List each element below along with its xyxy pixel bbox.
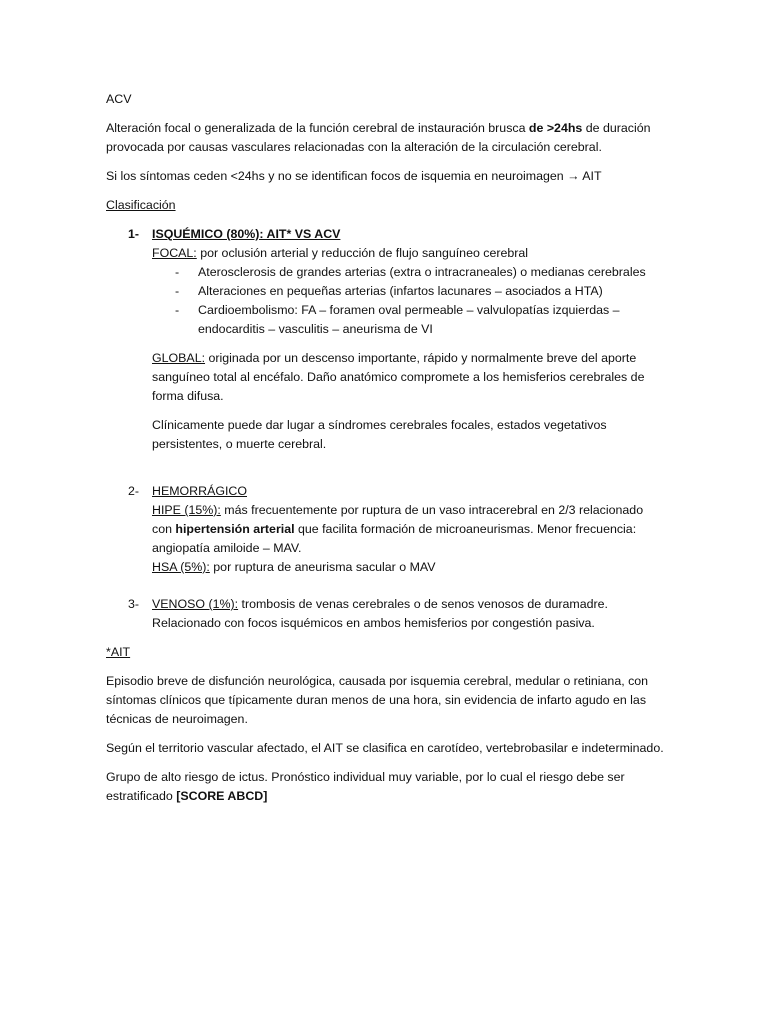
document-title: ACV xyxy=(106,92,132,106)
venoso-paragraph xyxy=(152,595,666,633)
hipe-text-end: que facilita formación de microaneurismas. Menor frecuencia: angiopatía amiloide – MAV. xyxy=(152,522,637,555)
venoso-label: VENOSO (1%): xyxy=(152,597,239,611)
isquemico-heading: ISQUÉMICO (80%): AIT* VS ACV xyxy=(152,227,341,241)
hipe-bold: hipertensión arterial xyxy=(175,522,295,536)
ait-paragraph-3-text: Grupo de alto riesgo de ictus. Pronóstico individual muy variable, por lo cual el riesgo debe ser estratificado xyxy=(106,770,625,803)
hipe-label: HIPE (15%): xyxy=(152,503,221,517)
list-item-venoso xyxy=(106,595,666,633)
bullet-item xyxy=(130,263,666,282)
document-page xyxy=(106,90,666,816)
bullet-item xyxy=(130,282,666,301)
list-item-hemorragico xyxy=(106,482,666,577)
hsa-label: HSA (5%): xyxy=(152,560,210,574)
ait-paragraph-1: Episodio breve de disfunción neurológica, causada por isquemia cerebral, medular o retiniana, con síntomas clínicos que típicamente duran menos de una hora, sin evidencia de infarto agudo en las técnicas de neuroimagen. xyxy=(106,674,649,726)
ait-summary-line xyxy=(106,167,666,186)
global-text: originada por un descenso importante, rápido y normalmente breve del aporte sanguíneo total al encéfalo. Daño anatómico compromete a los hemisferios cerebrales de forma difusa. xyxy=(152,351,645,403)
focal-label: FOCAL: xyxy=(152,246,197,260)
list-number: 3- xyxy=(128,597,140,611)
venoso-text: trombosis de venas cerebrales o de senos venosos de duramadre. Relacionado con focos isquémicos en ambos hemisferios por congestión pasiva. xyxy=(152,597,608,630)
list-number: 2- xyxy=(128,484,140,498)
dash-icon: - xyxy=(175,265,180,279)
list-item-isquemico xyxy=(106,225,666,454)
clinic-paragraph: Clínicamente puede dar lugar a síndromes cerebrales focales, estados vegetativos persistentes, o muerte cerebral. xyxy=(152,418,607,451)
dash-icon: - xyxy=(175,303,180,317)
score-abcd-label: [SCORE ABCD] xyxy=(176,789,268,803)
ait-paragraph-3 xyxy=(106,768,666,806)
ait-summary-label: AIT xyxy=(579,169,602,183)
definition-paragraph xyxy=(106,119,666,157)
hipe-paragraph xyxy=(152,501,666,558)
bullet-text: Aterosclerosis de grandes arterias (extra o intracraneales) o medianas cerebrales xyxy=(198,265,646,279)
dash-icon: - xyxy=(175,284,180,298)
bullet-item xyxy=(130,301,666,339)
hsa-line xyxy=(152,558,666,577)
global-paragraph xyxy=(152,349,666,406)
definition-bold: de >24hs xyxy=(528,121,583,135)
ait-paragraph-2: Según el territorio vascular afectado, el AIT se clasifica en carotídeo, vertebrobasilar e indeterminado. xyxy=(106,741,664,755)
ait-summary-text: Si los síntomas ceden <24hs y no se identifican focos de isquemia en neuroimagen xyxy=(106,169,568,183)
hipe-text: más frecuentemente por ruptura de un vaso intracerebral en 2/3 relacionado con xyxy=(152,503,644,536)
hsa-text: por ruptura de aneurisma sacular o MAV xyxy=(209,560,436,574)
list-number: 1- xyxy=(128,227,140,241)
focal-text: por oclusión arterial y reducción de flujo sanguíneo cerebral xyxy=(196,246,529,260)
ait-heading: *AIT xyxy=(106,645,131,659)
definition-text: Alteración focal o generalizada de la función cerebral de instauración brusca xyxy=(106,121,529,135)
definition-text-end: de duración provocada por causas vasculares relacionadas con la alteración de la circulación cerebral. xyxy=(106,121,651,154)
focal-line xyxy=(152,244,666,263)
clasificacion-heading: Clasificación xyxy=(106,198,176,212)
global-label: GLOBAL: xyxy=(152,351,206,365)
bullet-text: Cardioembolismo: FA – foramen oval permeable – valvulopatías izquierdas – endocarditis – vasculitis – aneurisma de VI xyxy=(198,303,620,336)
arrow-right-icon: → xyxy=(567,169,580,183)
hemorragico-heading: HEMORRÁGICO xyxy=(152,484,247,498)
bullet-text: Alteraciones en pequeñas arterias (infartos lacunares – asociados a HTA) xyxy=(198,284,603,298)
